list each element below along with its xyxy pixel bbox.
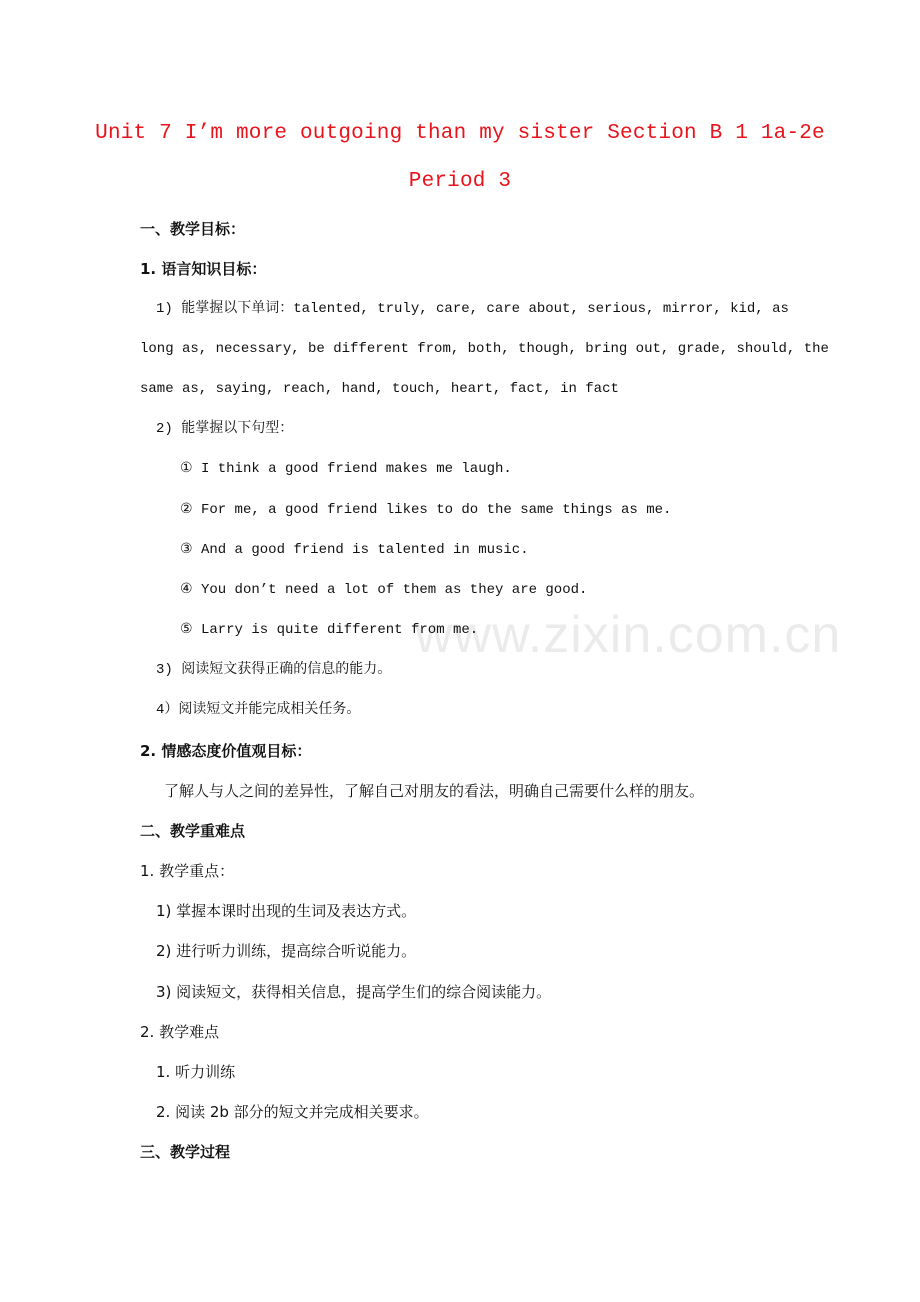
sentence-item: ④ You don’t need a lot of them as they are good. (180, 582, 588, 598)
key-point-item: 1) 掌握本课时出现的生词及表达方式。 (156, 902, 417, 920)
watermark: www.zixin.com.cn (415, 606, 842, 664)
key-point-item: 3) 阅读短文，获得相关信息，提高学生们的综合阅读能力。 (156, 983, 552, 1001)
section-heading-objectives: 一、教学目标： (140, 220, 246, 238)
reading-ability-item: 3) 阅读短文获得正确的信息的能力。 (156, 662, 392, 678)
key-point-item: 2) 进行听力训练，提高综合听说能力。 (156, 942, 417, 960)
subheading-affective-objectives: 2. 情感态度价值观目标： (140, 742, 312, 760)
affective-objective-text: 了解人与人之间的差异性，了解自己对朋友的看法，明确自己需要什么样的朋友。 (164, 782, 705, 800)
sentence-item: ① I think a good friend makes me laugh. (180, 461, 512, 477)
section-heading-teaching-process: 三、教学过程 (140, 1143, 231, 1161)
vocab-line-1: 1) 能掌握以下单词：talented, truly, care, care about, serious, mirror, kid, as (156, 301, 789, 317)
document-title: Unit 7 I’m more outgoing than my sister Section B 1 1a-2e (95, 122, 825, 145)
sentence-item: ② For me, a good friend likes to do the same things as me. (180, 502, 672, 518)
difficult-point-item: 2. 阅读 2b 部分的短文并完成相关要求。 (156, 1103, 429, 1121)
difficult-points-heading: 2. 教学难点 (140, 1023, 220, 1041)
document-subtitle: Period 3 (408, 170, 512, 193)
vocab-line-3: same as, saying, reach, hand, touch, heart, fact, in fact (140, 381, 619, 397)
reading-task-item: 4）阅读短文并能完成相关任务。 (156, 702, 361, 718)
sentence-item: ⑤ Larry is quite different from me. (180, 622, 479, 638)
difficult-point-item: 1. 听力训练 (156, 1063, 236, 1081)
section-heading-key-points: 二、教学重难点 (140, 822, 246, 840)
vocab-line-2: long as, necessary, be different from, both, though, bring out, grade, should, the (140, 341, 829, 357)
sentence-item: ③ And a good friend is talented in music. (180, 542, 529, 558)
key-points-heading: 1. 教学重点： (140, 862, 235, 880)
subheading-knowledge-objectives: 1. 语言知识目标： (140, 260, 267, 278)
sentence-patterns-heading: 2) 能掌握以下句型： (156, 421, 294, 437)
